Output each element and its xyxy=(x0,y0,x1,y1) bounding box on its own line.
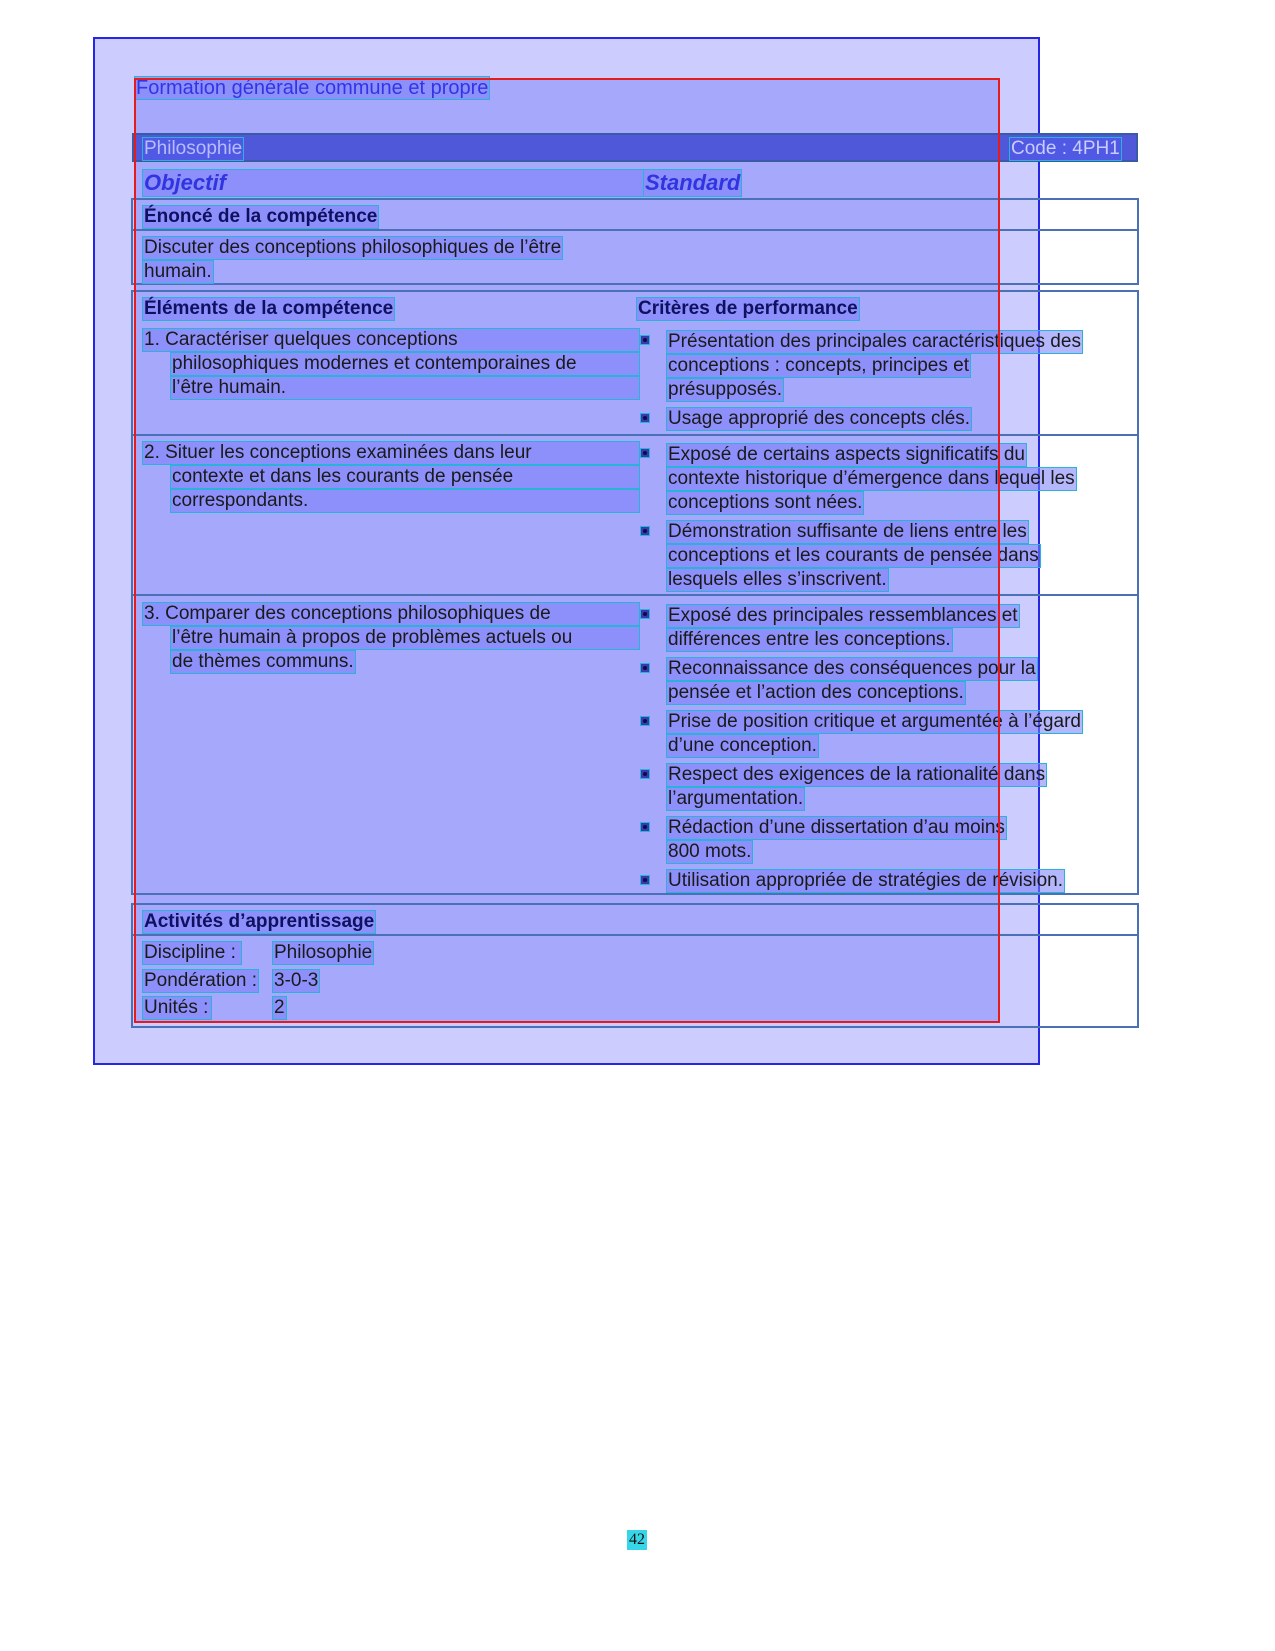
criterion-2-1-line-2: contexte historique d’émergence dans lequel les xyxy=(668,468,1075,489)
criterion-1-2-line-1: Usage approprié des concepts clés. xyxy=(668,408,971,429)
row-divider-2 xyxy=(132,594,1138,596)
activities-divider xyxy=(132,934,1138,936)
bullet-icon xyxy=(640,335,650,345)
objective-heading: Objectif xyxy=(142,169,644,197)
criterion-3-5-line-1: Rédaction d’une dissertation d’au moins xyxy=(668,817,1005,838)
criterion-3-3-line-1: Prise de position critique et argumentée à l’égard xyxy=(668,711,1081,732)
element-3-line-1: 3. Comparer des conceptions philosophiques de xyxy=(142,602,640,626)
page-title: Formation générale commune et propre xyxy=(136,77,489,99)
bullet-icon xyxy=(640,769,650,779)
statement-line-1: Discuter des conceptions philosophiques de l’être xyxy=(144,237,562,258)
element-2-line-3: correspondants. xyxy=(170,489,640,513)
criteria-header: Critères de performance xyxy=(638,298,858,319)
bullet-icon xyxy=(640,875,650,885)
criterion-3-5-line-2: 800 mots. xyxy=(668,841,752,862)
criterion-2-2-line-2: conceptions et les courants de pensée dans xyxy=(668,545,1039,566)
criterion-3-2-line-1: Reconnaissance des conséquences pour la xyxy=(668,658,1036,679)
element-1-line-3: l’être humain. xyxy=(170,376,640,400)
activities-title: Activités d’apprentissage xyxy=(144,911,375,932)
weighting-value: 3-0-3 xyxy=(274,970,319,991)
criterion-1-1-line-2: conceptions : concepts, principes et xyxy=(668,355,970,376)
criterion-3-3-line-2: d’une conception. xyxy=(668,735,817,756)
element-1-line-2: philosophiques modernes et contemporaines de xyxy=(170,352,640,376)
bullet-icon xyxy=(640,716,650,726)
element-2-line-2: contexte et dans les courants de pensée xyxy=(170,465,640,489)
criterion-2-1-line-3: conceptions sont nées. xyxy=(668,492,863,513)
criterion-2-1-line-1: Exposé de certains aspects significatifs du xyxy=(668,444,1025,465)
row-divider-1 xyxy=(132,434,1138,436)
course-band xyxy=(132,133,1138,162)
criterion-2-2-line-3: lesquels elles s’inscrivent. xyxy=(668,569,887,590)
statement-title: Énoncé de la compétence xyxy=(144,206,378,227)
criterion-3-2-line-2: pensée et l’action des conceptions. xyxy=(668,682,964,703)
criterion-1-1-line-1: Présentation des principales caractéristiques des xyxy=(668,331,1081,352)
bullet-icon xyxy=(640,448,650,458)
element-1-line-1: 1. Caractériser quelques conceptions xyxy=(142,328,640,352)
bullet-icon xyxy=(640,609,650,619)
element-3-line-3: de thèmes communs. xyxy=(172,651,354,672)
discipline-value: Philosophie xyxy=(274,942,373,963)
criterion-2-2-line-1: Démonstration suffisante de liens entre les xyxy=(668,521,1027,542)
course-name: Philosophie xyxy=(144,138,243,159)
criterion-3-4-line-1: Respect des exigences de la rationalité dans xyxy=(668,764,1046,785)
bullet-icon xyxy=(640,663,650,673)
element-2-line-1: 2. Situer les conceptions examinées dans leur xyxy=(142,441,640,465)
element-3-line-2: l’être humain à propos de problèmes actuels ou xyxy=(170,626,640,650)
weighting-label: Pondération : xyxy=(144,970,258,991)
page-number: 42 xyxy=(629,1531,645,1548)
standard-heading: Standard xyxy=(645,170,741,195)
criterion-3-1-line-2: différences entre les conceptions. xyxy=(668,629,951,650)
course-code: Code : 4PH1 xyxy=(1011,138,1120,159)
criterion-1-1-line-3: présupposés. xyxy=(668,379,783,400)
bullet-icon xyxy=(640,413,650,423)
units-label: Unités : xyxy=(142,996,212,1020)
bullet-icon xyxy=(640,526,650,536)
statement-line-2: humain. xyxy=(144,261,212,282)
statement-divider xyxy=(132,229,1138,231)
bullet-icon xyxy=(640,822,650,832)
units-value: 2 xyxy=(274,997,285,1018)
discipline-label: Discipline : xyxy=(142,941,242,965)
criterion-3-6-line-1: Utilisation appropriée de stratégies de révision. xyxy=(668,870,1063,891)
criterion-3-1-line-1: Exposé des principales ressemblances et xyxy=(668,605,1018,626)
criterion-3-4-line-2: l’argumentation. xyxy=(668,788,804,809)
elements-header: Éléments de la compétence xyxy=(144,298,394,319)
